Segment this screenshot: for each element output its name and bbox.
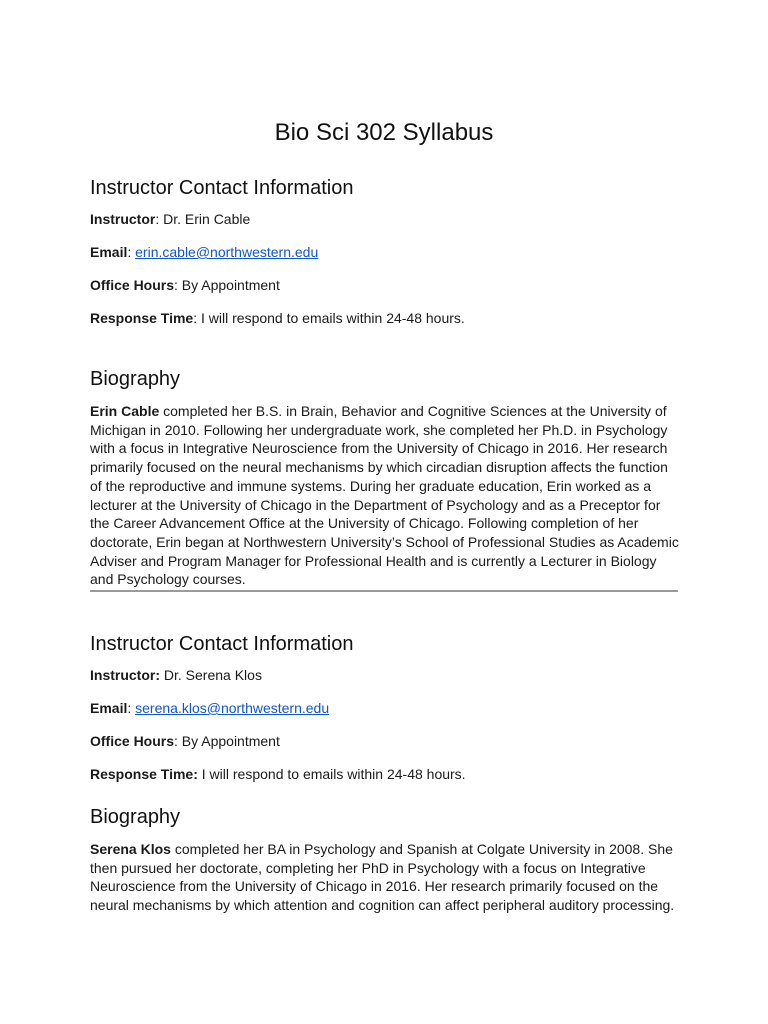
office-hours-field bbox=[90, 732, 280, 750]
office-hours-label: Office Hours bbox=[90, 277, 175, 293]
biography-body: completed her B.S. in Brain, Behavior and Cognitive Sciences at the University of Michigan in 2010. Following her undergraduate work, she completed her Ph.D. in Psychology with a focus in Integrative Neuroscience from the University of Chicago in 2016. Her research primarily focused on the neural mechanisms by which circadian disruption affects the function of the reproductive and immune systems. During her graduate education, Erin worked as a lecturer at the University of Chicago in the Department of Psychology and as a Preceptor for the Career Advancement Office at the University of Chicago. Following completion of her doctorate, Erin began at Northwestern University’s School of Professional Studies as Academic Adviser and Program Manager for Professional Health and is currently a Lecturer in Biology and Psychology courses. bbox=[90, 403, 679, 588]
biography-name: Erin Cable bbox=[90, 403, 160, 419]
email-label: Email bbox=[90, 244, 128, 260]
field-separator: : bbox=[174, 733, 182, 749]
instructor-value: Dr. Serena Klos bbox=[163, 667, 262, 683]
email-link[interactable]: erin.cable@northwestern.edu bbox=[135, 244, 319, 260]
response-time-value: I will respond to emails within 24-48 hours. bbox=[201, 310, 465, 326]
response-time-label: Response Time bbox=[90, 310, 194, 326]
instructor-label: Instructor bbox=[90, 211, 156, 227]
biography-body: completed her BA in Psychology and Spanish at Colgate University in 2008. She then pursued her doctorate, completing her PhD in Psychology with a focus on Integrative Neuroscience from the University of Chicago in 2016. Her research primarily focused on the neural mechanisms by which attention and cognition can affect peripheral auditory processing. bbox=[90, 841, 675, 914]
instructor-field bbox=[90, 210, 250, 228]
field-separator: : bbox=[174, 277, 182, 293]
email-label: Email bbox=[90, 700, 128, 716]
response-time-field bbox=[90, 765, 466, 783]
document-title: Bio Sci 302 Syllabus bbox=[274, 119, 494, 146]
office-hours-label: Office Hours bbox=[90, 733, 175, 749]
biography-name: Serena Klos bbox=[90, 841, 171, 857]
office-hours-value: By Appointment bbox=[181, 733, 280, 749]
field-separator: : bbox=[155, 211, 164, 227]
contact-heading: Instructor Contact Information bbox=[90, 177, 354, 199]
biography-text bbox=[90, 402, 680, 589]
response-time-value: I will respond to emails within 24-48 hours. bbox=[201, 766, 466, 782]
instructor-value: Dr. Erin Cable bbox=[163, 211, 251, 227]
office-hours-field bbox=[90, 276, 280, 294]
field-separator: : bbox=[193, 310, 202, 326]
response-time-label: Response Time: bbox=[90, 766, 198, 782]
field-separator: : bbox=[127, 244, 136, 260]
instructor-label: Instructor: bbox=[90, 667, 160, 683]
field-separator: : bbox=[127, 700, 136, 716]
office-hours-value: By Appointment bbox=[181, 277, 280, 293]
section-divider bbox=[90, 590, 678, 592]
biography-heading: Biography bbox=[90, 368, 181, 390]
biography-heading: Biography bbox=[90, 806, 181, 828]
contact-heading: Instructor Contact Information bbox=[90, 633, 354, 655]
email-link[interactable]: serena.klos@northwestern.edu bbox=[135, 700, 330, 716]
email-field bbox=[90, 699, 329, 717]
response-time-field bbox=[90, 309, 465, 327]
biography-text bbox=[90, 840, 680, 915]
email-field bbox=[90, 243, 318, 261]
instructor-field bbox=[90, 666, 262, 684]
